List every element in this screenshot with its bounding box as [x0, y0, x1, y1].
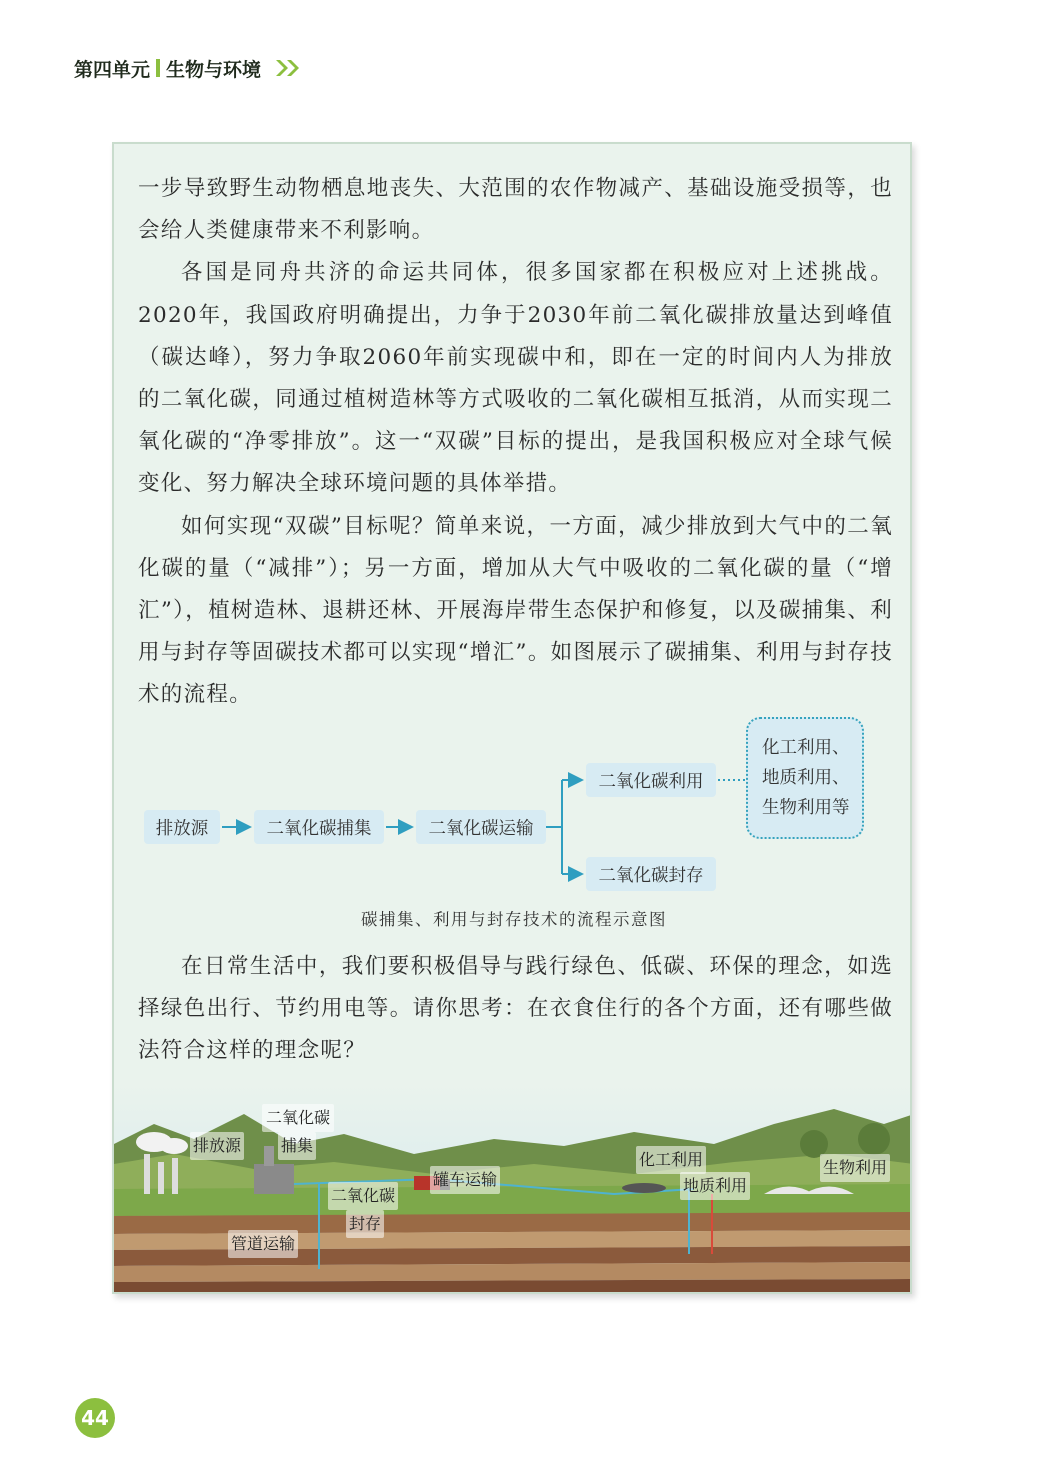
ccus-illustration	[114, 1084, 912, 1294]
label-geological-use: 地质利用	[680, 1172, 750, 1200]
content-panel	[112, 142, 912, 1294]
landscape-illustration	[114, 1084, 912, 1294]
use-geological: 地质利用、	[762, 768, 850, 788]
label-capture-1: 二氧化碳	[262, 1104, 334, 1132]
label-biological-use: 生物利用	[820, 1154, 890, 1182]
ccus-flowchart	[114, 714, 912, 884]
body-text-2	[138, 946, 893, 1073]
label-tank-transport: 罐车运输	[430, 1166, 500, 1194]
node-capture: 二氧化碳捕集	[254, 810, 384, 844]
paragraph-4: 在日常生活中，我们要积极倡导与践行绿色、低碳、环保的理念，如选择绿色出行、节约用电等。请你思考：在衣食住行的各个方面，还有哪些做法符合这样的理念呢？	[138, 954, 893, 1064]
label-storage-1: 二氧化碳	[328, 1182, 398, 1210]
topic-label: 生物与环境	[166, 58, 262, 81]
node-storage: 二氧化碳封存	[586, 857, 716, 891]
use-chemical: 化工利用、	[762, 738, 850, 758]
node-utilization-types	[746, 717, 864, 839]
node-utilization: 二氧化碳利用	[586, 763, 716, 797]
body-text	[138, 168, 893, 717]
paragraph-3: 如何实现“双碳”目标呢？简单来说，一方面，减少排放到大气中的二氧化碳的量（“减排”）；另一方面，增加从大气中吸收的二氧化碳的量（“增汇”），植树造林、退耕还林、开展海岸带生态保护和修复，以及碳捕集、利用与封存等固碳技术都可以实现“增汇”。如图展示了碳捕集、利用与封存技术的流程。	[138, 513, 893, 708]
label-storage-2: 封存	[346, 1210, 384, 1238]
double-chevron-icon	[275, 59, 301, 77]
label-emission-source: 排放源	[190, 1132, 244, 1160]
label-pipeline-transport: 管道运输	[228, 1230, 298, 1258]
use-biological: 生物利用等	[762, 798, 850, 818]
page-header	[74, 55, 301, 81]
flowchart-caption: 碳捕集、利用与封存技术的流程示意图	[361, 910, 667, 929]
node-emission-source: 排放源	[144, 810, 220, 844]
node-transport: 二氧化碳运输	[416, 810, 546, 844]
paragraph-1: 一步导致野生动物栖息地丧失、大范围的农作物减产、基础设施受损等，也会给人类健康带来不利影响。	[138, 176, 893, 244]
unit-label: 第四单元	[74, 58, 151, 81]
page-number: 44	[75, 1398, 115, 1438]
label-capture-2: 捕集	[278, 1132, 316, 1160]
header-divider	[156, 59, 160, 77]
paragraph-2: 各国是同舟共济的命运共同体，很多国家都在积极应对上述挑战。2020年，我国政府明确提出，力争于2030年前二氧化碳排放量达到峰值（碳达峰），努力争取2060年前实现碳中和，即在一定的时间内人为排放的二氧化碳，同通过植树造林等方式吸收的二氧化碳相互抵消，从而实现二氧化碳的“净零排放”。这一“双碳”目标的提出，是我国积极应对全球气候变化、努力解决全球环境问题的具体举措。	[138, 260, 893, 497]
label-chemical-use: 化工利用	[636, 1146, 706, 1174]
